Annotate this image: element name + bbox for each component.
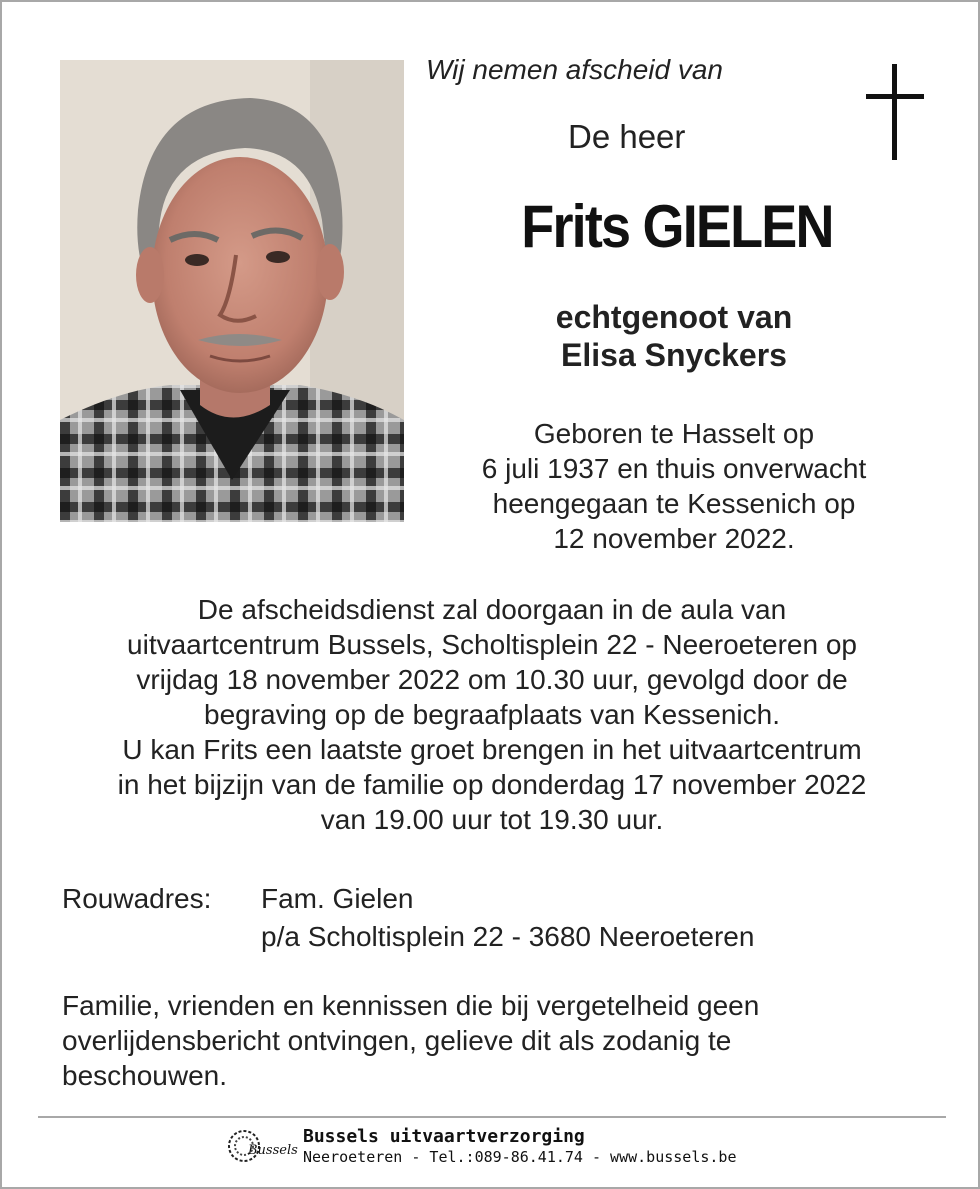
intro-text: Wij nemen afscheid van — [426, 54, 724, 85]
notice-line-3: beschouwen. — [62, 1060, 228, 1091]
birth-death-block — [422, 416, 926, 556]
company-contact: Neeroeteren - Tel.:089-86.41.74 - www.bussels.be — [303, 1148, 737, 1166]
spouse-line-2: Elisa Snyckers — [561, 337, 787, 373]
notice-line-2: overlijdensbericht ontvingen, gelieve dit als zodanig te — [62, 1025, 732, 1056]
address-label: Rouwadres: — [62, 883, 212, 914]
portrait-photo — [60, 60, 404, 522]
deceased-name: Frits GIELEN — [521, 193, 833, 260]
service-line-4: begraving op de begraafplaats van Kessenich. — [204, 699, 780, 730]
service-line-5: U kan Frits een laatste groet brengen in het uitvaartcentrum — [122, 734, 862, 765]
service-line-6: in het bijzijn van de familie op donderdag 17 november 2022 — [117, 769, 867, 800]
honorific-title: De heer — [568, 118, 686, 155]
service-line-2: uitvaartcentrum Bussels, Scholtisplein 22 - Neeroeteren op — [127, 629, 857, 660]
bussels-logo-icon — [226, 1126, 298, 1166]
born-line-4: 12 november 2022. — [553, 523, 795, 554]
address-line-1: Fam. Gielen — [261, 883, 414, 914]
born-line-1: Geboren te Hasselt op — [533, 418, 815, 449]
service-line-1: De afscheidsdienst zal doorgaan in de aula van — [197, 594, 787, 625]
footer-divider — [38, 1116, 946, 1118]
notice-block — [62, 988, 922, 1093]
spouse-line-1: echtgenoot van — [555, 299, 793, 335]
born-line-2: 6 juli 1937 en thuis onverwacht — [481, 453, 867, 484]
service-line-7: van 19.00 uur tot 19.30 uur. — [320, 804, 664, 835]
cross-icon — [866, 64, 924, 160]
notice-line-1: Familie, vrienden en kennissen die bij vergetelheid geen — [62, 990, 760, 1021]
logo-text: Bussels — [248, 1143, 298, 1158]
born-line-3: heengegaan te Kessenich op — [492, 488, 856, 519]
service-line-3: vrijdag 18 november 2022 om 10.30 uur, gevolgd door de — [136, 664, 848, 695]
company-name: Bussels uitvaartverzorging — [303, 1126, 585, 1147]
address-line-2: p/a Scholtisplein 22 - 3680 Neeroeteren — [261, 921, 755, 952]
service-block — [42, 592, 942, 837]
spouse-block — [422, 298, 926, 374]
